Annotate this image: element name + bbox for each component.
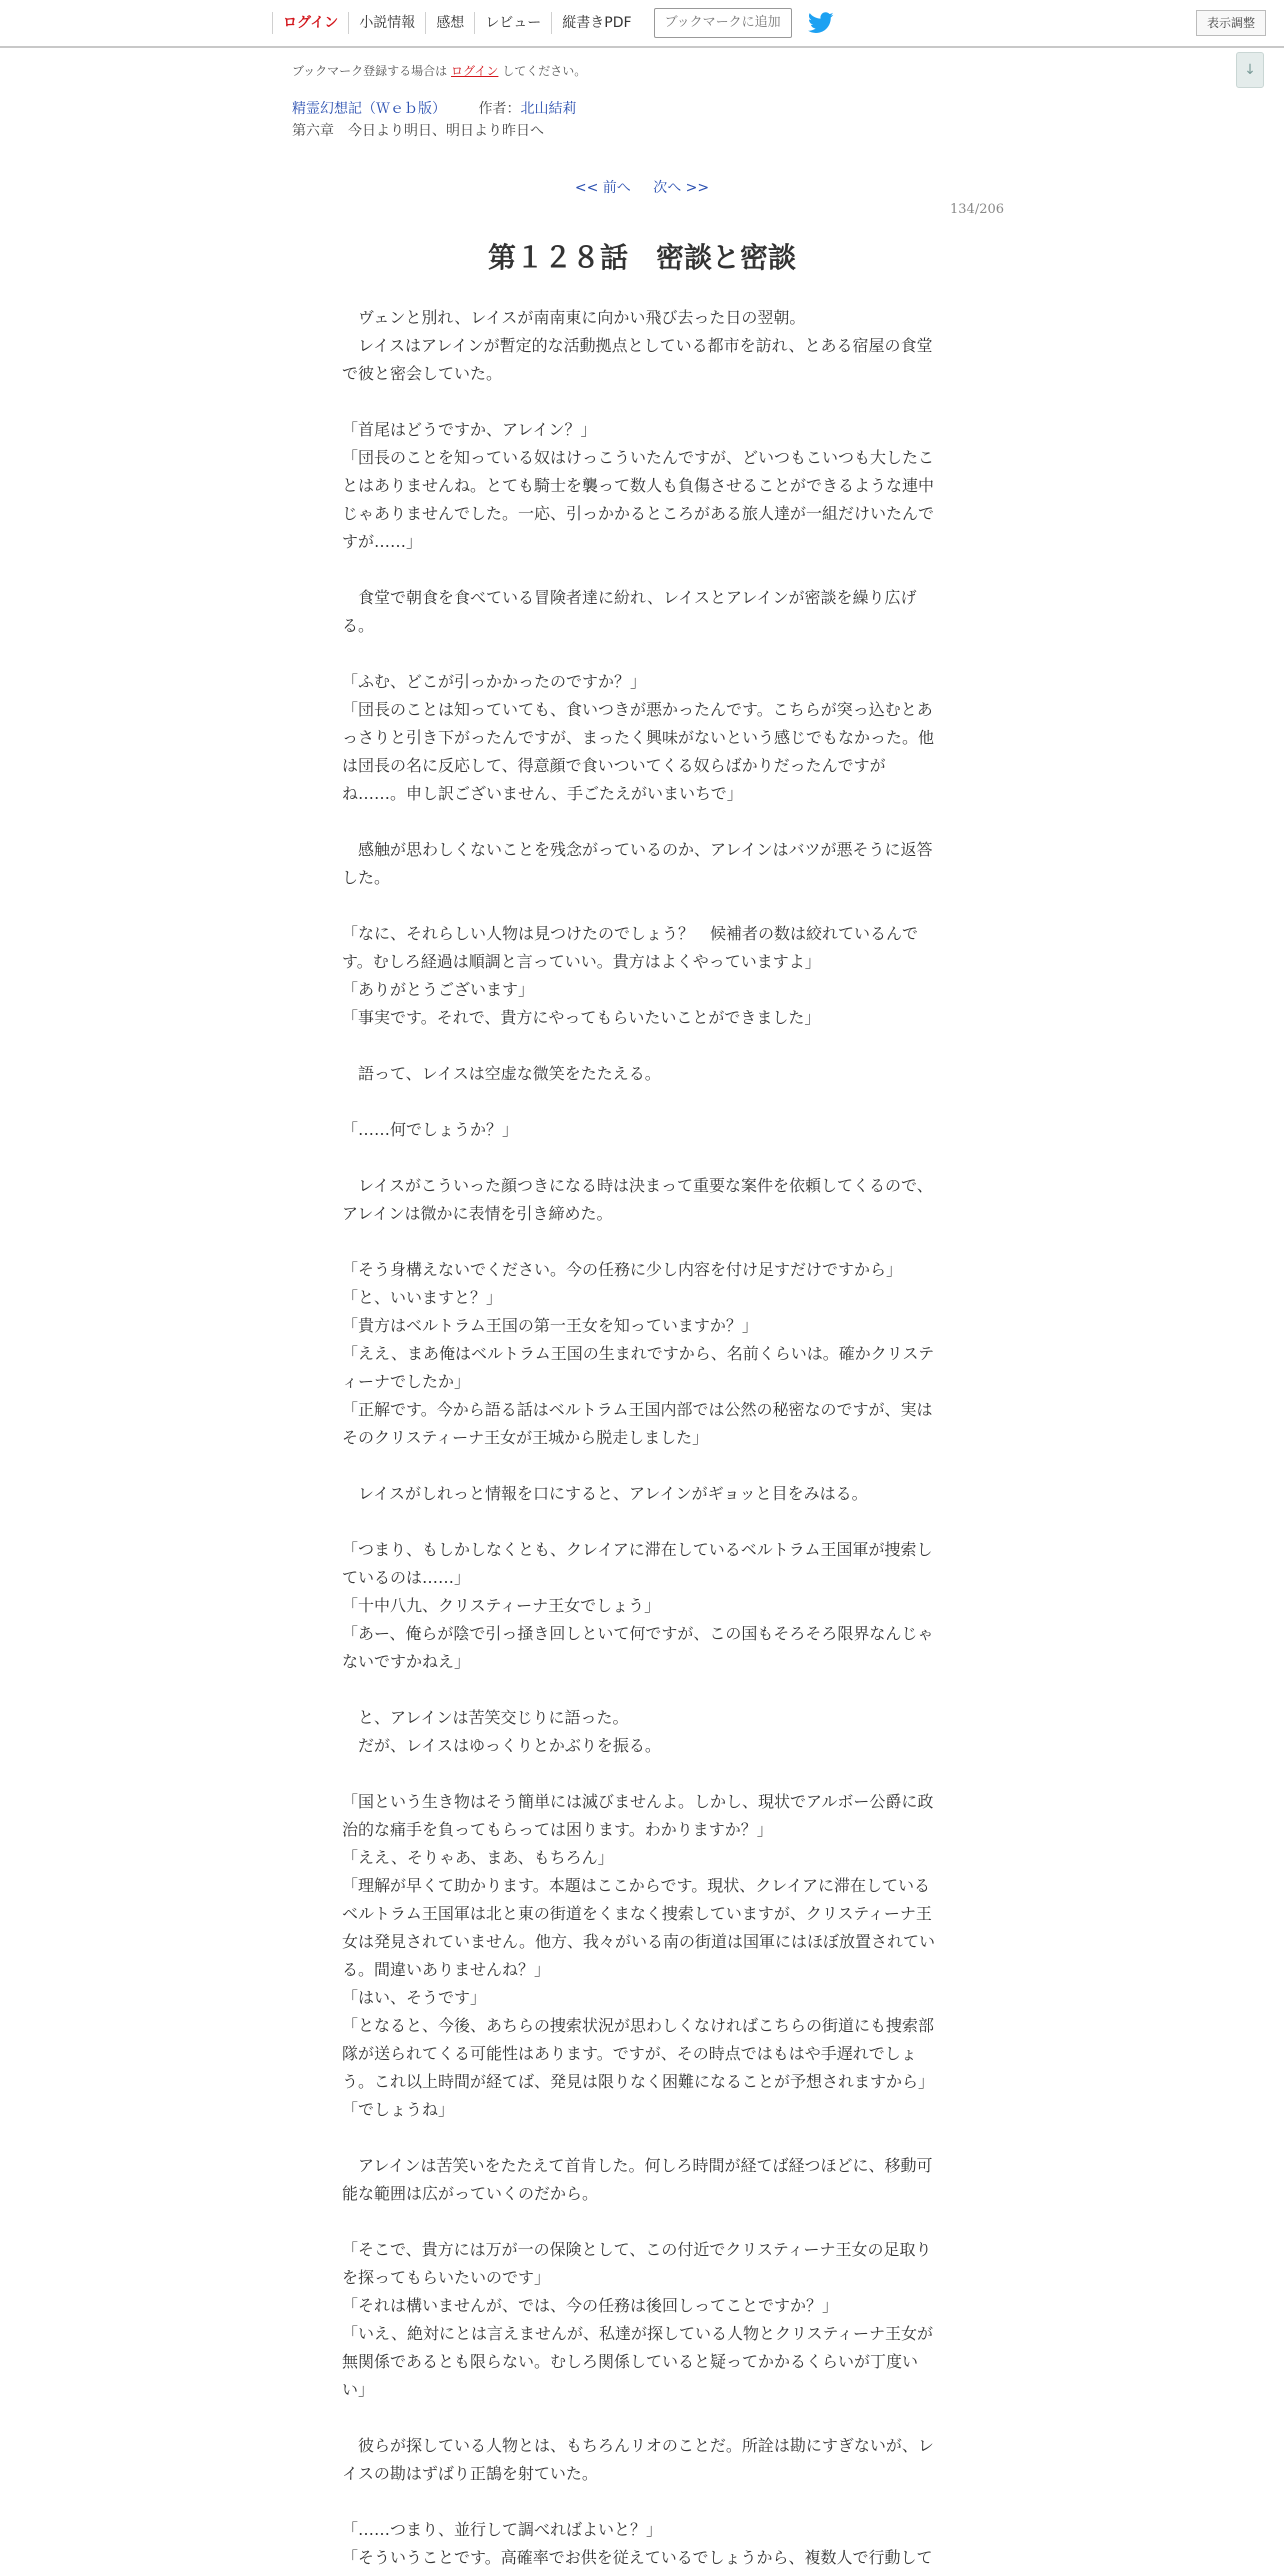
body-paragraph: 「国という生き物はそう簡単には滅びませんよ。しかし、現状でアルボー公爵に政治的な痛手を負ってもらっては困ります。わかりますか？」: [342, 1792, 934, 1839]
body-paragraph: [342, 1088, 936, 1116]
nav-impressions-link[interactable]: 感想: [425, 12, 474, 34]
body-paragraph: 感触が思わしくないことを残念がっているのか、アレインはバツが悪そうに返答した。: [342, 840, 933, 887]
body-paragraph: 「……何でしょうか？」: [342, 1120, 519, 1139]
episode-title: 第１２８話 密談と密談: [487, 241, 796, 274]
nav-review-link[interactable]: レビュー: [474, 12, 551, 34]
body-paragraph: 「ええ、まあ俺はベルトラム王国の生まれですから、名前くらいは。確かクリスティーナでしたか」: [342, 1344, 935, 1391]
episode-pager: [0, 177, 1284, 197]
body-paragraph: [342, 388, 936, 416]
nav-novel-info-link[interactable]: 小説情報: [348, 12, 425, 34]
body-paragraph: [342, 2488, 936, 2516]
body-paragraph: 彼らが探している人物とは、もちろんリオのことだ。所詮は勘にすぎないが、レイスの勘はずばり正鵠を射ていた。: [342, 2436, 934, 2483]
notice-login-link[interactable]: ログイン: [451, 64, 499, 78]
body-paragraph: 「そこで、貴方には万が一の保険として、この付近でクリスティーナ王女の足取りを探ってもらいたいのです」: [342, 2240, 932, 2287]
display-adjust-button[interactable]: 表示調整: [1196, 10, 1266, 36]
novel-body: [342, 304, 936, 2572]
body-paragraph: [342, 2404, 936, 2432]
body-paragraph: 「となると、今後、あちらの捜索状況が思わしくなければこちらの街道にも捜索部隊が送られてくる可能性はあります。ですが、その時点ではもはや手遅れでしょう。これ以上時間が経てば、発見は限りなく困難になることが予想されますから」: [342, 2016, 935, 2091]
page-count: 134/206: [950, 202, 1005, 217]
body-paragraph: [342, 808, 936, 836]
author-link[interactable]: 北山結莉: [520, 101, 577, 117]
body-paragraph: [342, 2208, 936, 2236]
body-paragraph: 「ふむ、どこが引っかかったのですか？」: [342, 672, 647, 691]
add-bookmark-button[interactable]: ブックマークに追加: [654, 8, 792, 38]
body-paragraph: [342, 892, 936, 920]
series-info: [292, 98, 576, 118]
body-paragraph: 「あー、俺らが陰で引っ掻き回しといて何ですが、この国もそろそろ限界なんじゃないですかねえ」: [342, 1624, 934, 1671]
main-nav: [272, 0, 834, 46]
next-episode-link[interactable]: 次へ >>: [653, 180, 710, 196]
body-paragraph: [342, 1228, 936, 1256]
body-paragraph: アレインは苦笑いをたたえて首肯した。何しろ時間が経てば経つほどに、移動可能な範囲は広がっていくのだから。: [342, 2156, 933, 2203]
author-label: 作者：: [478, 101, 521, 117]
series-title-link[interactable]: 精霊幻想記（Ｗｅｂ版）: [292, 101, 446, 117]
body-paragraph: [342, 1144, 936, 1172]
top-navigation-bar: [0, 0, 1284, 48]
body-paragraph: ヴェンと別れ、レイスが南南東に向かい飛び去った日の翌朝。: [342, 308, 806, 327]
body-paragraph: 「つまり、もしかしなくとも、クレイアに滞在しているベルトラム王国軍が捜索しているのは……」: [342, 1540, 933, 1587]
body-paragraph: [342, 1032, 936, 1060]
twitter-share-button[interactable]: [808, 12, 834, 34]
body-paragraph: 食堂で朝食を食べている冒険者達に紛れ、レイスとアレインが密談を繰り広げる。: [342, 588, 917, 635]
body-paragraph: 「いえ、絶対にとは言えませんが、私達が探している人物とクリスティーナ王女が無関係であるとも限らない。むしろ関係していると疑ってかかるくらいが丁度いい」: [342, 2324, 934, 2399]
scroll-down-button[interactable]: ↓: [1236, 52, 1264, 88]
body-paragraph: [342, 556, 936, 584]
body-paragraph: 「そういうことです。高確率でお供を従えているでしょうから、複数人で行動して: [342, 2548, 933, 2567]
body-paragraph: 「理解が早くて助かります。本題はここからです。現状、クレイアに滞在しているベルトラム王国軍は北と東の街道をくまなく捜索していますが、クリスティーナ王女は発見されていません。他方、我々がいる南の街道は国軍にはほぼ放置されている。間違いありませんね？」: [342, 1876, 935, 1979]
body-paragraph: 「団長のことを知っている奴はけっこういたんですが、どいつもこいつも大したことはありませんね。とても騎士を襲って数人も負傷させることができるような連中じゃありませんでした。一応、引っかかるところがある旅人達が一組だけいたんですが……」: [342, 448, 935, 551]
body-paragraph: [342, 1676, 936, 1704]
body-paragraph: 「でしょうね」: [342, 2100, 455, 2119]
nav-vertical-pdf-link[interactable]: 縦書きPDF: [551, 12, 641, 34]
twitter-bird-icon: [808, 12, 834, 34]
body-paragraph: 「と、いいますと？」: [342, 1288, 503, 1307]
body-paragraph: 「事実です。それで、貴方にやってもらいたいことができました」: [342, 1008, 821, 1027]
body-paragraph: レイスがこういった顔つきになる時は決まって重要な案件を依頼してくるので、アレインは微かに表情を引き締めた。: [342, 1176, 933, 1223]
body-paragraph: 「そう身構えないでください。今の任務に少し内容を付け足すだけですから」: [342, 1260, 903, 1279]
body-paragraph: だが、レイスはゆっくりとかぶりを振る。: [342, 1736, 661, 1755]
body-paragraph: 「はい、そうです」: [342, 1988, 487, 2007]
body-paragraph: 「十中八九、クリスティーナ王女でしょう」: [342, 1596, 661, 1615]
chapter-title: 第六章 今日より明日、明日より昨日へ: [292, 123, 544, 139]
body-paragraph: [342, 2124, 936, 2152]
body-paragraph: [342, 1760, 936, 1788]
body-paragraph: 「なに、それらしい人物は見つけたのでしょう？ 候補者の数は絞れているんです。むしろ経過は順調と言っていい。貴方はよくやっていますよ」: [342, 924, 919, 971]
body-paragraph: レイスはアレインが暫定的な活動拠点としている都市を訪れ、とある宿屋の食堂で彼と密会していた。: [342, 336, 933, 383]
body-paragraph: 「ええ、そりゃあ、まあ、もちろん」: [342, 1848, 614, 1867]
prev-episode-link[interactable]: << 前へ: [574, 180, 631, 196]
body-paragraph: と、アレインは苦笑交じりに語った。: [342, 1708, 629, 1727]
body-paragraph: [342, 1508, 936, 1536]
body-paragraph: 「それは構いませんが、では、今の任務は後回しってことですか？」: [342, 2296, 839, 2315]
notice-text-pre: ブックマーク登録する場合は: [292, 64, 448, 78]
body-paragraph: 「……つまり、並行して調べればよいと？」: [342, 2520, 663, 2539]
body-paragraph: 「正解です。今から語る話はベルトラム王国内部では公然の秘密なのですが、実はそのクリスティーナ王女が王城から脱走しました」: [342, 1400, 933, 1447]
body-paragraph: 「貴方はベルトラム王国の第一王女を知っていますか？」: [342, 1316, 758, 1335]
body-paragraph: 「首尾はどうですか、アレイン？」: [342, 420, 597, 439]
bookmark-login-notice: [292, 62, 586, 79]
body-paragraph: [342, 1452, 936, 1480]
nav-login-link[interactable]: ログイン: [272, 12, 348, 34]
notice-text-post: してください。: [502, 64, 587, 78]
body-paragraph: 「団長のことは知っていても、食いつきが悪かったんです。こちらが突っ込むとあっさりと引き下がったんですが、まったく興味がないという感じでもなかった。他は団長の名に反応して、得意顔で食いついてくる奴らばかりだったんですがね……。申し訳ございません、手ごたえがいまいちで」: [342, 700, 935, 803]
body-paragraph: [342, 640, 936, 668]
body-paragraph: レイスがしれっと情報を口にすると、アレインがギョッと目をみはる。: [342, 1484, 868, 1503]
body-paragraph: 語って、レイスは空虚な微笑をたたえる。: [342, 1064, 661, 1083]
body-paragraph: 「ありがとうございます」: [342, 980, 535, 999]
